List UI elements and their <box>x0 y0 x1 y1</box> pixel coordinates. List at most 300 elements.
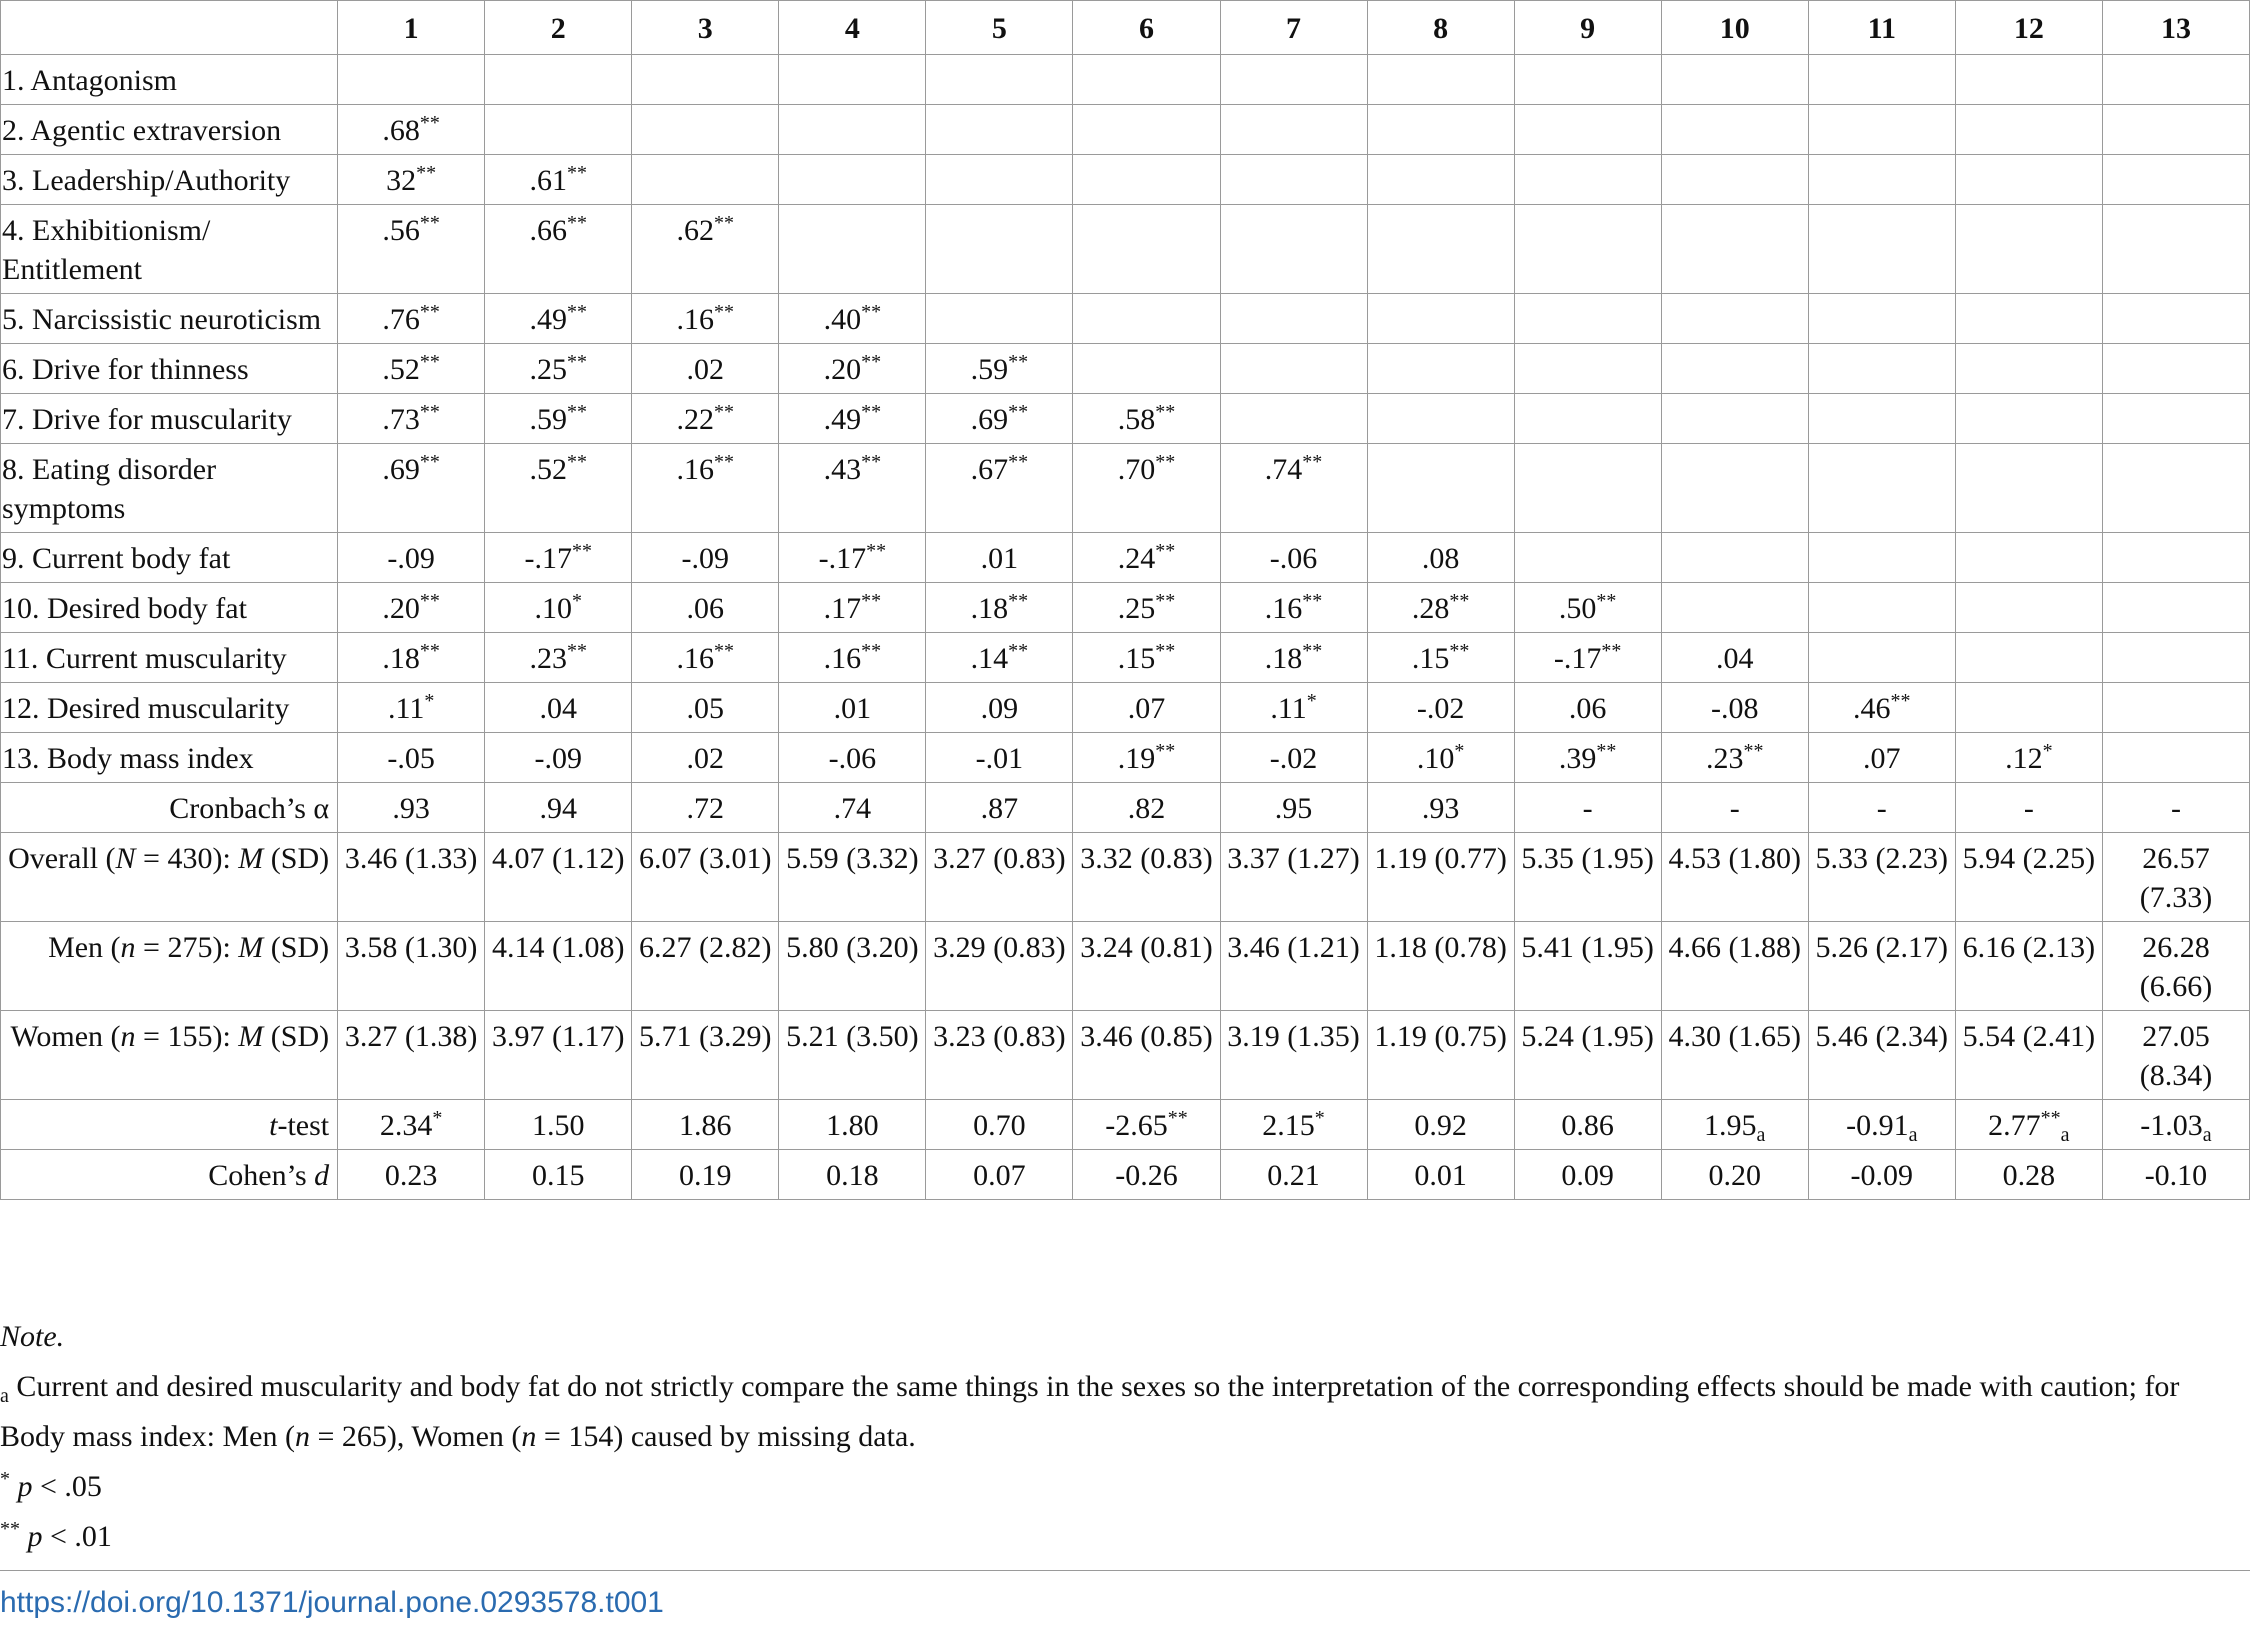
table-cell: - <box>1955 783 2102 833</box>
table-cell: 0.15 <box>485 1150 632 1200</box>
column-header-9: 9 <box>1514 1 1661 55</box>
table-cell: .24** <box>1073 533 1220 583</box>
table-cell: 1.86 <box>632 1100 779 1150</box>
footnote-p01-mark: ** <box>0 1518 20 1540</box>
table-cell: .17** <box>779 583 926 633</box>
table-cell: 5.21 (3.50) <box>779 1011 926 1100</box>
table-cell <box>485 55 632 105</box>
footnote-p01 <box>0 1512 2240 1562</box>
table-cell <box>632 55 779 105</box>
table-cell: $-0.91_a$ <box>1808 1100 1955 1150</box>
table-cell: .49** <box>779 394 926 444</box>
table-cell: 4.66 (1.88) <box>1661 922 1808 1011</box>
table-cell: -0.09 <box>1808 1150 1955 1200</box>
row-label: 7. Drive for muscularity <box>1 394 338 444</box>
table-cell <box>1955 155 2102 205</box>
table-cell <box>1220 155 1367 205</box>
table-cell <box>2102 633 2249 683</box>
table-cell <box>1808 155 1955 205</box>
table-cell: 0.01 <box>1367 1150 1514 1200</box>
table-cell <box>1955 533 2102 583</box>
row-label: Men (n = 275): M (SD) <box>1 922 338 1011</box>
table-header <box>1 1 2250 55</box>
table-cell: .01 <box>779 683 926 733</box>
table-cell: 1.19 (0.77) <box>1367 833 1514 922</box>
table-cell: .18** <box>926 583 1073 633</box>
column-header-6: 6 <box>1073 1 1220 55</box>
table-cell: -.17** <box>485 533 632 583</box>
table-cell: .23** <box>1661 733 1808 783</box>
table-cell: -.06 <box>779 733 926 783</box>
table-cell: 6.16 (2.13) <box>1955 922 2102 1011</box>
table-cell: -0.10 <box>2102 1150 2249 1200</box>
footnote-p05-text: p < .05 <box>17 1470 102 1503</box>
table-cell: 5.33 (2.23) <box>1808 833 1955 922</box>
table-cell: -.05 <box>338 733 485 783</box>
table-cell <box>1220 55 1367 105</box>
table-cell: .07 <box>1073 683 1220 733</box>
table-cell: .10* <box>485 583 632 633</box>
table-cell: -0.26 <box>1073 1150 1220 1200</box>
table-cell: 32** <box>338 155 485 205</box>
table-cell: 1.80 <box>779 1100 926 1150</box>
table-cell: 3.27 (1.38) <box>338 1011 485 1100</box>
row-label: 13. Body mass index <box>1 733 338 783</box>
table-cell <box>2102 155 2249 205</box>
table-cell <box>926 105 1073 155</box>
table-cell: .72 <box>632 783 779 833</box>
table-cell <box>1955 394 2102 444</box>
table-cell <box>1955 683 2102 733</box>
table-cell <box>632 105 779 155</box>
column-header-12: 12 <box>1955 1 2102 55</box>
table-row <box>1 783 2250 833</box>
table-cell <box>1808 294 1955 344</box>
table-cell <box>2102 344 2249 394</box>
table-cell: 0.19 <box>632 1150 779 1200</box>
table-cell: -.01 <box>926 733 1073 783</box>
table-cell <box>1661 444 1808 533</box>
table-cell <box>1955 344 2102 394</box>
table-cell <box>926 155 1073 205</box>
table-cell: .73** <box>338 394 485 444</box>
footnote-a <box>0 1362 2240 1462</box>
table-cell: .43** <box>779 444 926 533</box>
table-row <box>1 444 2250 533</box>
table-cell: .11* <box>338 683 485 733</box>
table-cell: .56** <box>338 205 485 294</box>
table-cell: -.09 <box>485 733 632 783</box>
table-cell: 3.97 (1.17) <box>485 1011 632 1100</box>
header-row <box>1 1 2250 55</box>
table-row <box>1 344 2250 394</box>
table-cell <box>2102 294 2249 344</box>
column-header-13: 13 <box>2102 1 2249 55</box>
table-cell: .28** <box>1367 583 1514 633</box>
table-cell: .66** <box>485 205 632 294</box>
table-cell: 0.07 <box>926 1150 1073 1200</box>
table-row <box>1 205 2250 294</box>
table-cell <box>779 105 926 155</box>
row-label: 6. Drive for thinness <box>1 344 338 394</box>
table-cell: .20** <box>338 583 485 633</box>
table-cell: .04 <box>485 683 632 733</box>
table-cell: -.06 <box>1220 533 1367 583</box>
table-cell: .52** <box>485 444 632 533</box>
table-cell: 5.46 (2.34) <box>1808 1011 1955 1100</box>
table-cell <box>2102 444 2249 533</box>
table-cell: 5.80 (3.20) <box>779 922 926 1011</box>
table-cell: .39** <box>1514 733 1661 783</box>
table-cell <box>1073 155 1220 205</box>
column-header-7: 7 <box>1220 1 1367 55</box>
table-cell <box>1955 633 2102 683</box>
table-cell <box>2102 55 2249 105</box>
table-cell: .05 <box>632 683 779 733</box>
table-cell: 0.70 <box>926 1100 1073 1150</box>
table-cell: .20** <box>779 344 926 394</box>
table-row <box>1 1100 2250 1150</box>
table-cell: .16** <box>632 444 779 533</box>
row-label: 10. Desired body fat <box>1 583 338 633</box>
table-cell <box>1514 155 1661 205</box>
row-label: 9. Current body fat <box>1 533 338 583</box>
table-row <box>1 683 2250 733</box>
table-cell: 1.19 (0.75) <box>1367 1011 1514 1100</box>
table-cell <box>1367 205 1514 294</box>
table-cell: .68** <box>338 105 485 155</box>
table-cell: .94 <box>485 783 632 833</box>
table-cell: 4.14 (1.08) <box>485 922 632 1011</box>
table-cell <box>2102 394 2249 444</box>
table-cell: .52** <box>338 344 485 394</box>
table-cell <box>1073 294 1220 344</box>
table-cell: 6.27 (2.82) <box>632 922 779 1011</box>
table-cell: 3.23 (0.83) <box>926 1011 1073 1100</box>
table-cell: 0.92 <box>1367 1100 1514 1150</box>
table-cell <box>1808 105 1955 155</box>
table-cell: .11* <box>1220 683 1367 733</box>
table-cell: .15** <box>1073 633 1220 683</box>
table-cell: 3.29 (0.83) <box>926 922 1073 1011</box>
row-label: 2. Agentic extraversion <box>1 105 338 155</box>
table-cell <box>1073 105 1220 155</box>
row-label: 12. Desired muscularity <box>1 683 338 733</box>
table-cell: 26.57 (7.33) <box>2102 833 2249 922</box>
table-cell: 3.24 (0.81) <box>1073 922 1220 1011</box>
table-cell: .74 <box>779 783 926 833</box>
table-cell <box>1367 294 1514 344</box>
table-cell: 5.26 (2.17) <box>1808 922 1955 1011</box>
row-label: Women (n = 155): M (SD) <box>1 1011 338 1100</box>
footnote-a-text: Current and desired muscularity and body fat do not strictly compare the same things in the sexes so the interpretation of the corresponding effects should be made with caution; for Body mass index: Men (n = 265), Women (n = 154) caused by missing data. <box>0 1370 2180 1453</box>
table-cell: 0.09 <box>1514 1150 1661 1200</box>
table-cell <box>2102 733 2249 783</box>
table-row <box>1 394 2250 444</box>
table-cell: 1.50 <box>485 1100 632 1150</box>
row-label: 4. Exhibitionism/ Entitlement <box>1 205 338 294</box>
table-cell <box>779 55 926 105</box>
row-label: 11. Current muscularity <box>1 633 338 683</box>
table-cell: -.17** <box>1514 633 1661 683</box>
table-cell: - <box>1808 783 1955 833</box>
table-cell: .18** <box>338 633 485 683</box>
table-cell: $1.95_a$ <box>1661 1100 1808 1150</box>
table-cell: .02 <box>632 344 779 394</box>
table-cell: 27.05 (8.34) <box>2102 1011 2249 1100</box>
table-cell: .50** <box>1514 583 1661 633</box>
table-cell <box>1220 344 1367 394</box>
row-label: Cohen’s d <box>1 1150 338 1200</box>
table-cell <box>1808 394 1955 444</box>
table-cell: .16** <box>632 294 779 344</box>
table-cell: .74** <box>1220 444 1367 533</box>
column-header-10: 10 <box>1661 1 1808 55</box>
table-cell <box>1661 105 1808 155</box>
table-cell: .14** <box>926 633 1073 683</box>
table-cell <box>632 155 779 205</box>
table-cell: .76** <box>338 294 485 344</box>
table-row <box>1 1011 2250 1100</box>
table-cell: .06 <box>1514 683 1661 733</box>
table-row <box>1 1150 2250 1200</box>
table-row <box>1 55 2250 105</box>
column-header-5: 5 <box>926 1 1073 55</box>
table-cell <box>1661 394 1808 444</box>
table-cell: .59** <box>485 394 632 444</box>
table-cell: .08 <box>1367 533 1514 583</box>
table-cell <box>485 105 632 155</box>
table-row <box>1 733 2250 783</box>
table-cell <box>1367 55 1514 105</box>
table-cell: 0.23 <box>338 1150 485 1200</box>
table-cell <box>1661 205 1808 294</box>
table-cell: .67** <box>926 444 1073 533</box>
doi-divider <box>0 1570 2250 1571</box>
column-header-8: 8 <box>1367 1 1514 55</box>
table-cell <box>926 294 1073 344</box>
table-cell: 5.94 (2.25) <box>1955 833 2102 922</box>
table-cell <box>1367 394 1514 444</box>
table-cell <box>1514 394 1661 444</box>
table-cell: 0.28 <box>1955 1150 2102 1200</box>
table-cell: 0.86 <box>1514 1100 1661 1150</box>
table-cell: .49** <box>485 294 632 344</box>
table-cell <box>338 55 485 105</box>
table-cell: $2.77^{**}_a$ <box>1955 1100 2102 1150</box>
table-cell <box>926 205 1073 294</box>
row-label: 1. Antagonism <box>1 55 338 105</box>
table-cell: .25** <box>485 344 632 394</box>
table-cell: .59** <box>926 344 1073 394</box>
table-cell <box>2102 583 2249 633</box>
table-cell: .46** <box>1808 683 1955 733</box>
column-header-4: 4 <box>779 1 926 55</box>
table-cell: 3.46 (1.21) <box>1220 922 1367 1011</box>
table-cell: 3.46 (1.33) <box>338 833 485 922</box>
row-label: 5. Narcissistic neuroticism <box>1 294 338 344</box>
table-cell <box>1661 344 1808 394</box>
table-cell: 5.71 (3.29) <box>632 1011 779 1100</box>
table-cell <box>1955 444 2102 533</box>
table-cell: .62** <box>632 205 779 294</box>
table-cell: .69** <box>926 394 1073 444</box>
table-row <box>1 105 2250 155</box>
table-cell: 5.41 (1.95) <box>1514 922 1661 1011</box>
table-cell: .93 <box>338 783 485 833</box>
footnote-p05-mark: * <box>0 1468 10 1490</box>
row-label: 8. Eating disorder symptoms <box>1 444 338 533</box>
note-label: Note. <box>0 1320 65 1353</box>
table-cell <box>1220 105 1367 155</box>
table-cell: -.17** <box>779 533 926 583</box>
table-cell: -.02 <box>1367 683 1514 733</box>
table-cell: 3.46 (0.85) <box>1073 1011 1220 1100</box>
table-row <box>1 922 2250 1011</box>
row-label: 3. Leadership/Authority <box>1 155 338 205</box>
row-label: t-test <box>1 1100 338 1150</box>
doi-link[interactable]: https://doi.org/10.1371/journal.pone.0293578.t001 <box>0 1586 664 1619</box>
table-cell: $-1.03_a$ <box>2102 1100 2249 1150</box>
table-cell: .87 <box>926 783 1073 833</box>
table-cell <box>1955 583 2102 633</box>
table-cell: .93 <box>1367 783 1514 833</box>
table-cell: -2.65** <box>1073 1100 1220 1150</box>
table-cell <box>1808 55 1955 105</box>
table-cell <box>1661 533 1808 583</box>
table-cell: .09 <box>926 683 1073 733</box>
table-cell <box>1367 155 1514 205</box>
table-cell <box>1808 344 1955 394</box>
table-cell <box>1955 294 2102 344</box>
table-cell: 0.18 <box>779 1150 926 1200</box>
table-cell <box>1808 533 1955 583</box>
table-cell <box>1367 344 1514 394</box>
table-cell: .61** <box>485 155 632 205</box>
table-cell: 3.37 (1.27) <box>1220 833 1367 922</box>
column-header-1: 1 <box>338 1 485 55</box>
table-cell: .16** <box>779 633 926 683</box>
table-row <box>1 533 2250 583</box>
table-cell <box>1808 583 1955 633</box>
table-cell <box>1073 55 1220 105</box>
table-cell: .69** <box>338 444 485 533</box>
table-cell: .18** <box>1220 633 1367 683</box>
table-body <box>1 55 2250 1200</box>
table-notes <box>0 1312 2240 1562</box>
table-cell: .02 <box>632 733 779 783</box>
table-cell <box>926 55 1073 105</box>
table-cell <box>779 205 926 294</box>
table-cell <box>1514 105 1661 155</box>
table-cell <box>1220 394 1367 444</box>
table-cell: 3.58 (1.30) <box>338 922 485 1011</box>
table-cell <box>1367 444 1514 533</box>
table-cell: 2.15* <box>1220 1100 1367 1150</box>
table-cell: 3.19 (1.35) <box>1220 1011 1367 1100</box>
column-header-11: 11 <box>1808 1 1955 55</box>
table-cell: .12* <box>1955 733 2102 783</box>
table-cell <box>1514 55 1661 105</box>
table-cell <box>1661 294 1808 344</box>
table-cell <box>1955 205 2102 294</box>
table-cell: 0.20 <box>1661 1150 1808 1200</box>
column-header-3: 3 <box>632 1 779 55</box>
row-label: Cronbach’s α <box>1 783 338 833</box>
table-cell: 6.07 (3.01) <box>632 833 779 922</box>
table-cell: .06 <box>632 583 779 633</box>
table-cell: -.02 <box>1220 733 1367 783</box>
table-cell: 3.32 (0.83) <box>1073 833 1220 922</box>
table-cell: .25** <box>1073 583 1220 633</box>
footnote-p01-text: p < .01 <box>27 1520 112 1553</box>
table-row <box>1 833 2250 922</box>
table-cell: -.08 <box>1661 683 1808 733</box>
table-cell: 0.21 <box>1220 1150 1367 1200</box>
table-cell: .23** <box>485 633 632 683</box>
table-cell: .82 <box>1073 783 1220 833</box>
table-cell: .04 <box>1661 633 1808 683</box>
table-cell: 4.07 (1.12) <box>485 833 632 922</box>
row-label: Overall (N = 430): M (SD) <box>1 833 338 922</box>
table-cell <box>779 155 926 205</box>
footnote-a-mark: a <box>0 1385 9 1407</box>
table-cell <box>1514 444 1661 533</box>
table-cell <box>1073 205 1220 294</box>
table-cell <box>1514 205 1661 294</box>
table-cell: .15** <box>1367 633 1514 683</box>
table-cell <box>2102 683 2249 733</box>
header-corner <box>1 1 338 55</box>
table-cell: .16** <box>1220 583 1367 633</box>
table-cell <box>1661 155 1808 205</box>
table-cell <box>1073 344 1220 394</box>
table-cell: - <box>1661 783 1808 833</box>
table-row <box>1 155 2250 205</box>
table-cell: 26.28 (6.66) <box>2102 922 2249 1011</box>
table-cell <box>1367 105 1514 155</box>
table-cell: - <box>1514 783 1661 833</box>
table-cell: 2.34* <box>338 1100 485 1150</box>
table-cell: .70** <box>1073 444 1220 533</box>
table-cell <box>1514 344 1661 394</box>
table-cell <box>1514 294 1661 344</box>
table-cell: 3.27 (0.83) <box>926 833 1073 922</box>
table-cell: 4.53 (1.80) <box>1661 833 1808 922</box>
table-row <box>1 633 2250 683</box>
table-row <box>1 583 2250 633</box>
table-cell: 1.18 (0.78) <box>1367 922 1514 1011</box>
table-cell <box>1220 294 1367 344</box>
table-cell <box>1955 55 2102 105</box>
table-cell: - <box>2102 783 2249 833</box>
table-cell: .01 <box>926 533 1073 583</box>
table-cell <box>1220 205 1367 294</box>
table-cell: .95 <box>1220 783 1367 833</box>
table-cell <box>2102 205 2249 294</box>
table-cell <box>1808 205 1955 294</box>
table-cell <box>1514 533 1661 583</box>
column-header-2: 2 <box>485 1 632 55</box>
footnote-p05 <box>0 1462 2240 1512</box>
table-cell: 4.30 (1.65) <box>1661 1011 1808 1100</box>
table-cell: 5.54 (2.41) <box>1955 1011 2102 1100</box>
table-cell: -.09 <box>632 533 779 583</box>
table-cell <box>1661 55 1808 105</box>
table-cell: 5.35 (1.95) <box>1514 833 1661 922</box>
table-cell <box>1661 583 1808 633</box>
table-cell: .40** <box>779 294 926 344</box>
